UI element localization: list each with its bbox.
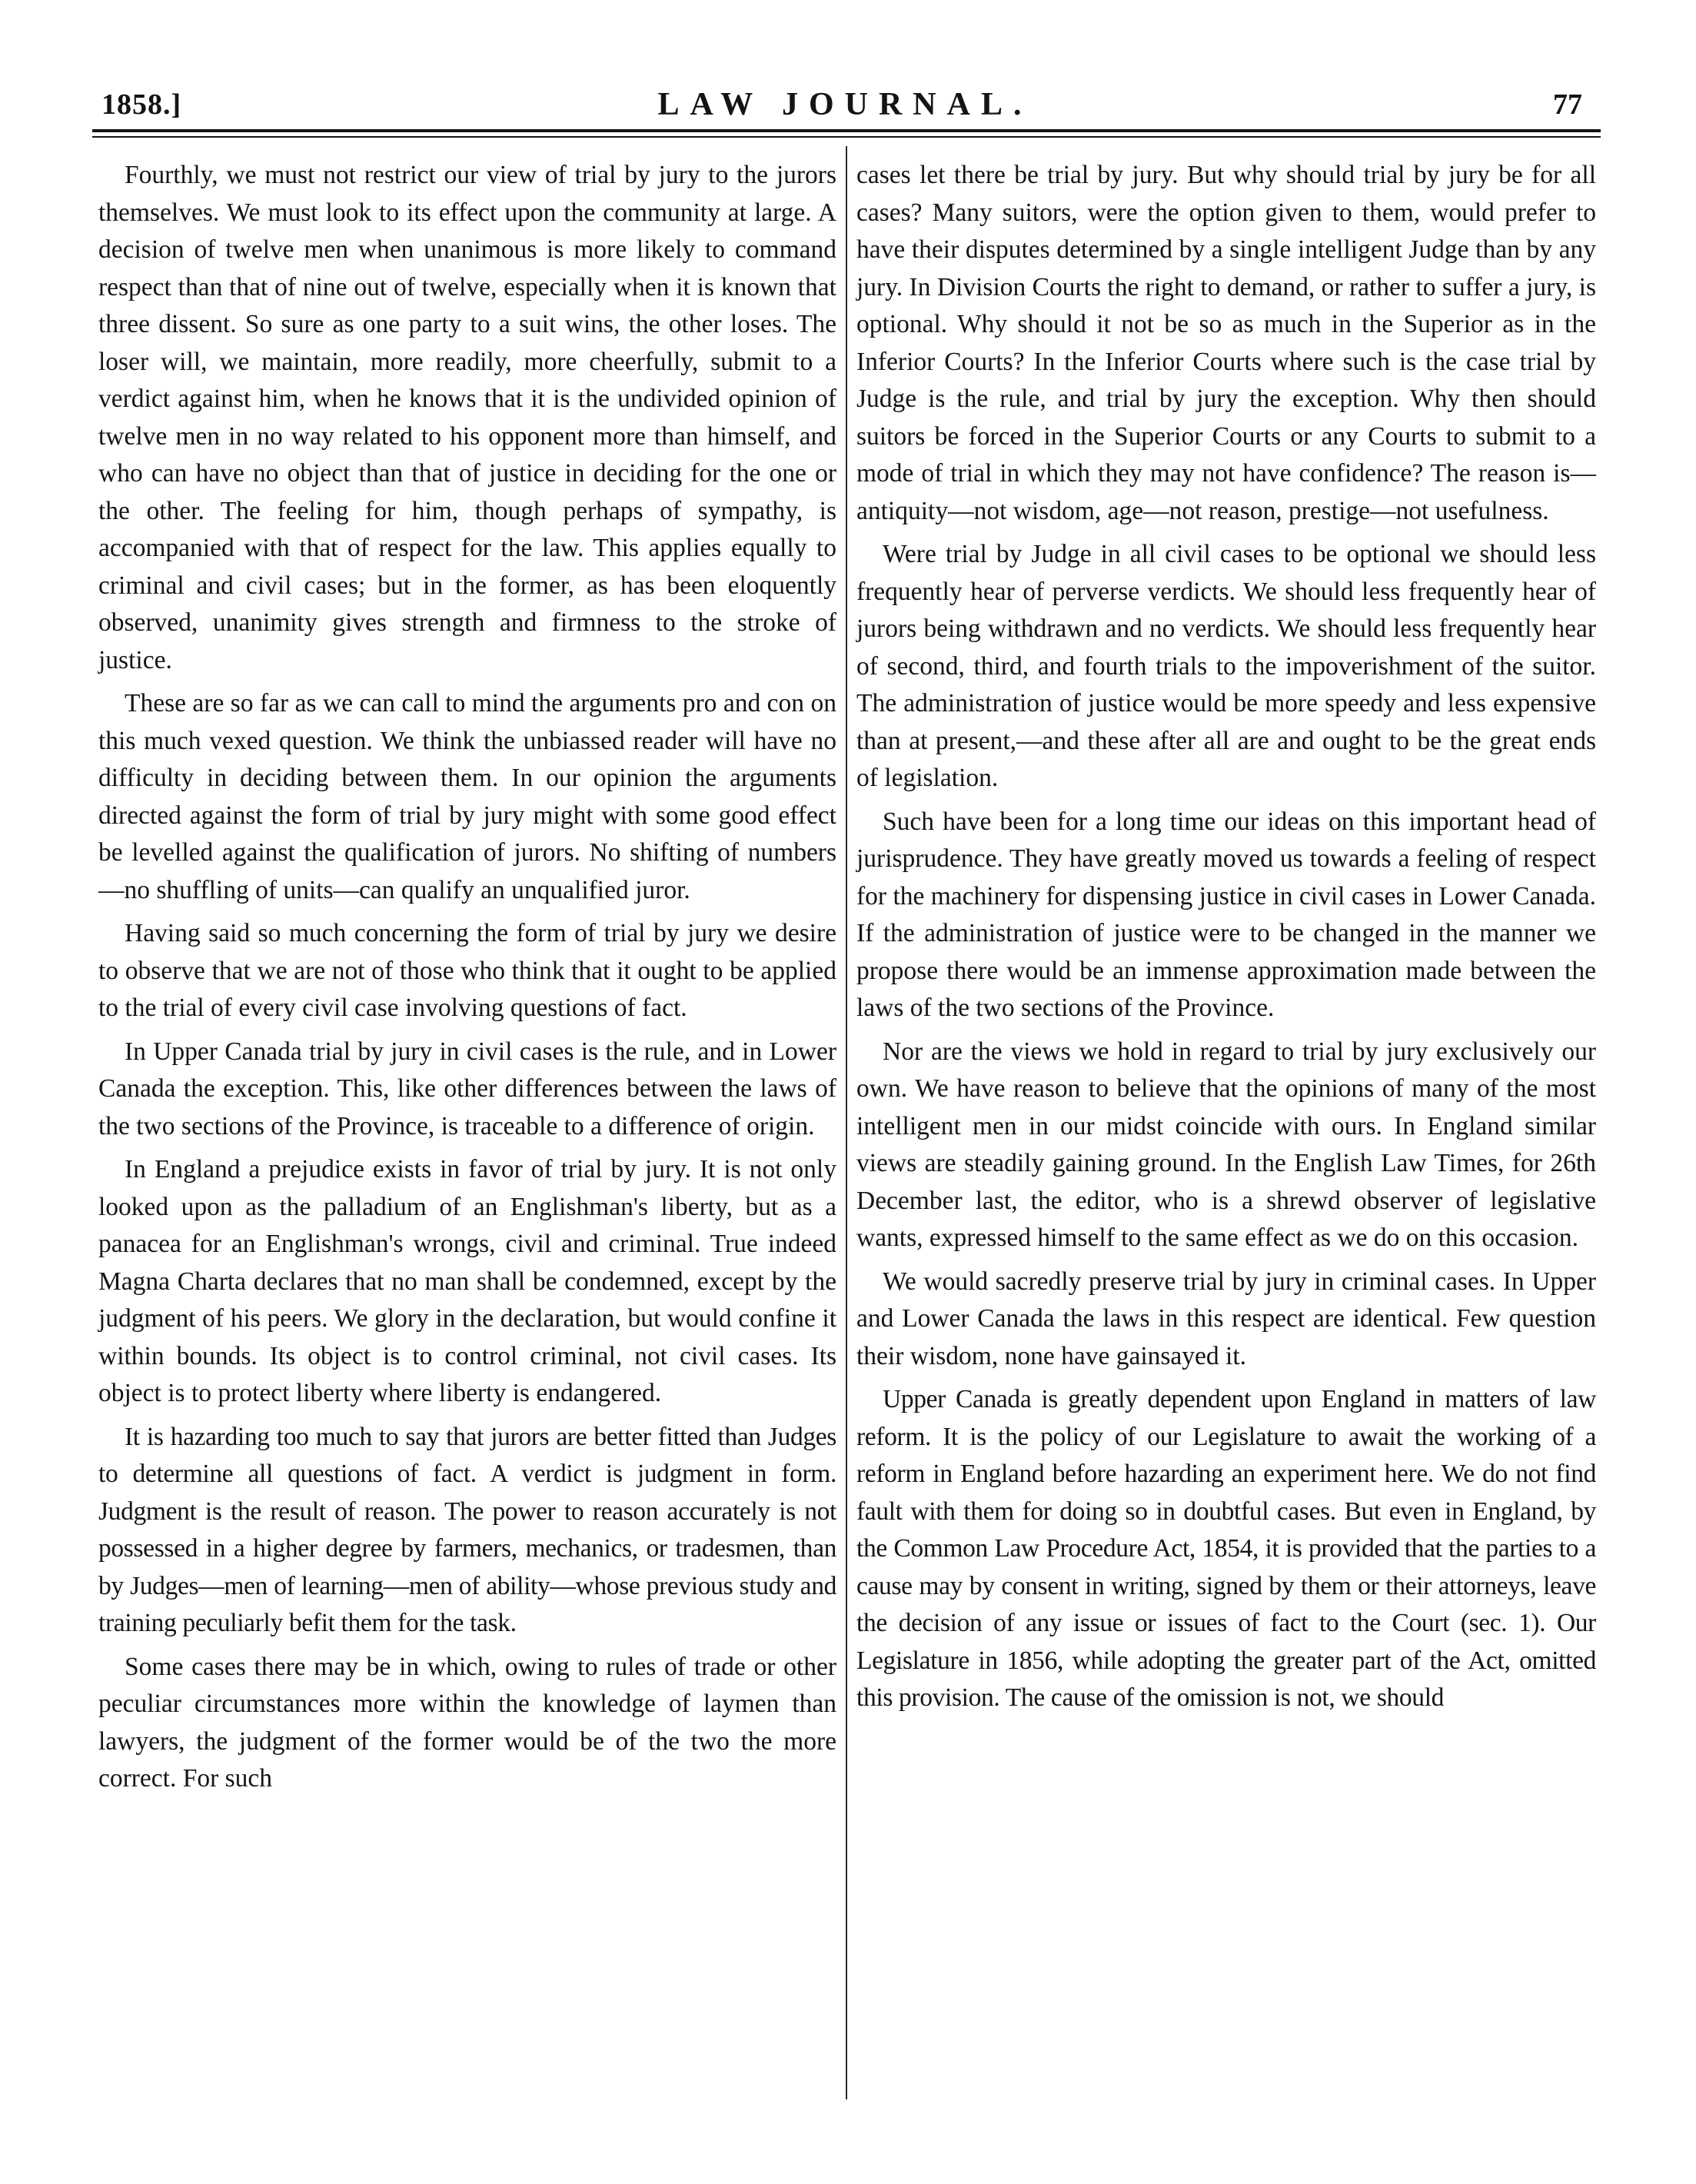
left-column xyxy=(98,157,836,1804)
paragraph: Some cases there may be in which, owing to rules of trade or other peculiar circumstances more within the knowledge of laymen than lawyers, the judgment of the former would be of the two the more correct. For such xyxy=(98,1652,836,1793)
paragraph: In England a prejudice exists in favor of trial by jury. It is not only looked upon as the palladium of an Englishman's liberty, but as a panacea for an Englishman's wrongs, civil and criminal. True indeed Magna Charta declares that no man shall be condemned, except by the judgment of his peers. We glory in the declaration, but would confine it within bounds. Its object is to control criminal, not civil cases. Its object is to protect liberty where liberty is endangered. xyxy=(98,1155,836,1407)
paragraph: These are so far as we can call to mind the arguments pro and con on this much vexed question. We think the unbiassed reader will have no difficulty in deciding between them. In our opinion the arguments directed against the form of trial by jury might with some good effect be levelled against the qualification of jurors. No shifting of numbers —no shuffling of units—can qualify an unqualified juror. xyxy=(98,689,836,904)
header-year: 1858.] xyxy=(101,88,182,121)
paragraph: Upper Canada is greatly dependent upon England in matters of law reform. It is the policy of our Legislature to await the working of a reform in England before hazarding an experiment here. We do not find fault with them for doing so in doubtful cases. But even in England, by the Common Law Procedure Act, 1854, it is provided that the parties to a cause may by consent in writing, signed by them or their attorneys, leave the decision of any issue or issues of fact to the Court (sec. 1). Our Legislature in 1856, while adopting the greater part of the Act, omitted this provision. The cause of the omission is not, we should xyxy=(856,1385,1596,1712)
page-number: 77 xyxy=(1553,88,1582,121)
header-rule-thin xyxy=(92,136,1601,138)
paragraph: It is hazarding too much to say that jurors are better fitted than Judges to determine all questions of fact. A verdict is judgment in form. Judgment is the result of reason. The power to reason accurately is not possessed in a higher degree by farmers, mechanics, or tradesmen, than by Judges—men of learning—men of ability—whose previous study and training peculiarly befit them for the task. xyxy=(98,1422,836,1637)
running-header xyxy=(92,83,1598,129)
paragraph: Nor are the views we hold in regard to trial by jury exclusively our own. We have reason to believe that the opinions of many of the most intelligent men in our midst coincide with ours. In England similar views are steadily gaining ground. In the English Law Times, for 26th December last, the editor, who is a shrewd observer of legislative wants, expressed himself to the same effect as we do on this occasion. xyxy=(856,1037,1596,1252)
column-divider xyxy=(846,146,847,2099)
paragraph: Were trial by Judge in all civil cases to be optional we should less frequently hear of perverse verdicts. We should less frequently hear of jurors being withdrawn and no verdicts. We should less frequently hear of second, third, and fourth trials to the impoverishment of the suitor. The administration of justice would be more speedy and less expensive than at present,—and these after all are and ought to be the great ends of legislation. xyxy=(856,540,1596,792)
header-rule-thick xyxy=(92,129,1601,132)
paragraph: In Upper Canada trial by jury in civil cases is the rule, and in Lower Canada the exception. This, like other differences between the laws of the two sections of the Province, is traceable to a difference of origin. xyxy=(98,1037,836,1140)
paragraph: Such have been for a long time our ideas on this important head of jurisprudence. They have greatly moved us towards a feeling of respect for the machinery for dispensing justice in civil cases in Lower Canada. If the administration of justice were to be changed in the manner we propose there would be an immense approximation made between the laws of the two sections of the Province. xyxy=(856,807,1596,1022)
paragraph: We would sacredly preserve trial by jury in criminal cases. In Upper and Lower Canada the laws in this respect are identical. Few question their wisdom, none have gainsayed it. xyxy=(856,1267,1596,1370)
paragraph: Fourthly, we must not restrict our view of trial by jury to the jurors themselves. We must look to its effect upon the community at large. A decision of twelve men when unanimous is more likely to command respect than that of nine out of twelve, especially when it is known that three dissent. So sure as one party to a suit wins, the other loses. The loser will, we maintain, more readily, more cheerfully, submit to a verdict against him, when he knows that it is the undivided opinion of twelve men in no way related to his opponent more than himself, and who can have no object than that of justice in deciding for the one or the other. The feeling for him, though perhaps of sympathy, is accompanied with that of respect for the law. This applies equally to criminal and civil cases; but in the former, as has been eloquently observed, unanimity gives strength and firmness to the stroke of justice. xyxy=(98,161,836,674)
paragraph: cases let there be trial by jury. But why should trial by jury be for all cases? Many suitors, were the option given to them, would prefer to have their disputes determined by a single intelligent Judge than by any jury. In Division Courts the right to demand, or rather to suffer a jury, is optional. Why should it not be so as much in the Superior as in the Inferior Courts? In the Inferior Courts where such is the case trial by Judge is the rule, and trial by jury the exception. Why then should suitors be forced in the Superior Courts or any Courts to submit to a mode of trial in which they may not have confidence? The reason is— antiquity—not wisdom, age—not reason, prestige—not usefulness. xyxy=(856,161,1596,525)
right-column xyxy=(856,157,1596,1723)
paragraph: Having said so much concerning the form of trial by jury we desire to observe that we are not of those who think that it ought to be applied to the trial of every civil case involving questions of fact. xyxy=(98,919,836,1022)
journal-title: LAW JOURNAL. xyxy=(657,87,1033,122)
